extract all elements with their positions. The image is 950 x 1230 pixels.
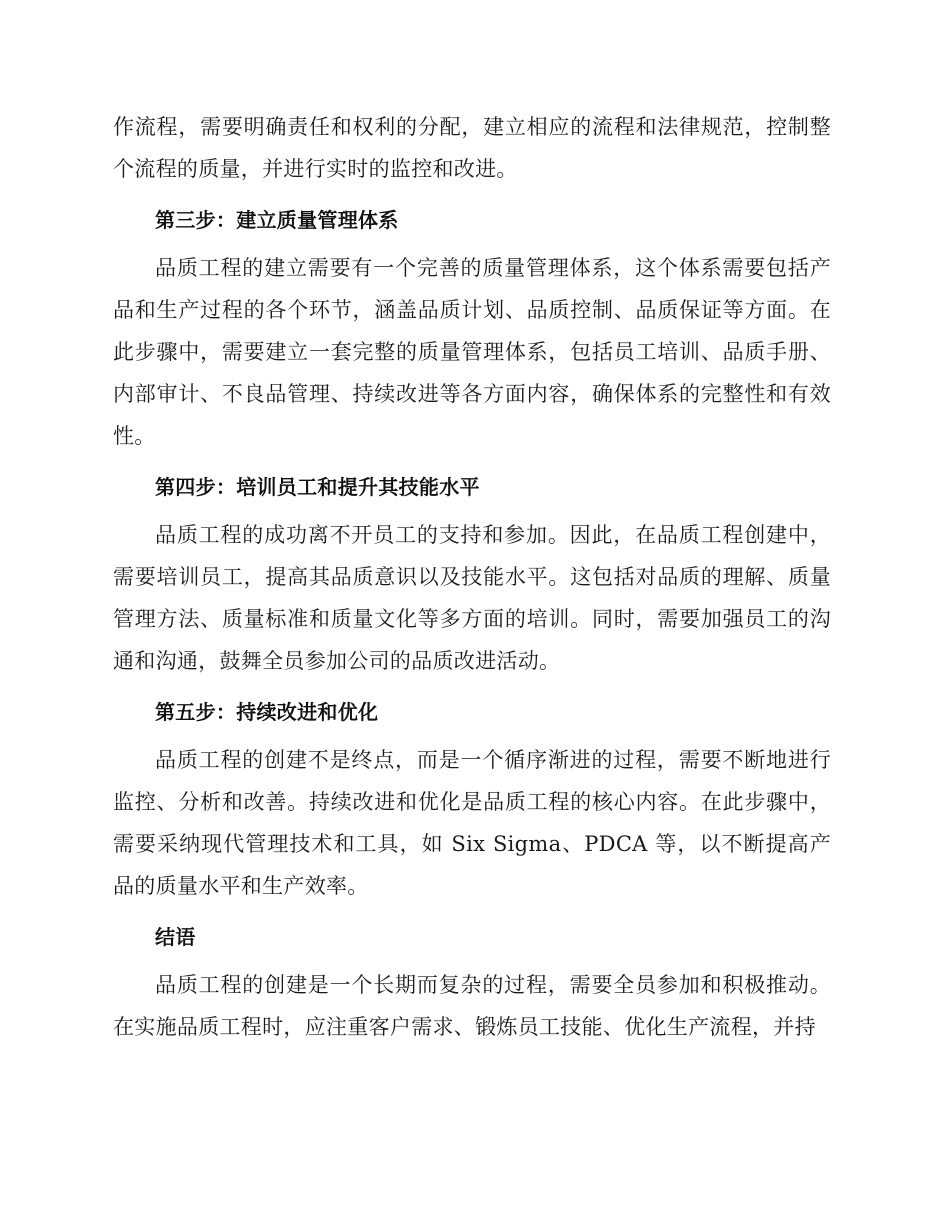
document-body	[113, 106, 831, 1048]
section-paragraph-conclusion: 品质工程的创建是一个长期而复杂的过程，需要全员参加和积极推动。在实施品质工程时，应注重客户需求、锻炼员工技能、优化生产流程，并持	[113, 973, 831, 1039]
section-heading-step-three: 第三步：建立质量管理体系	[155, 208, 399, 232]
continued-paragraph: 作流程，需要明确责任和权利的分配，建立相应的流程和法律规范，控制整个流程的质量，并进行实时的监控和改进。	[113, 115, 831, 181]
section-paragraph-step-three: 品质工程的建立需要有一个完善的质量管理体系，这个体系需要包括产品和生产过程的各个环节，涵盖品质计划、品质控制、品质保证等方面。在此步骤中，需要建立一套完整的质量管理体系，包括员工培训、品质手册、内部审计、不良品管理、持续改进等各方面内容，确保体系的完整性和有效性。	[113, 256, 831, 448]
section-heading-step-five: 第五步：持续改进和优化	[155, 700, 379, 724]
section-heading-step-four: 第四步：培训员工和提升其技能水平	[155, 475, 480, 499]
section-paragraph-step-four: 品质工程的成功离不开员工的支持和参加。因此，在品质工程创建中，需要培训员工，提高其品质意识以及技能水平。这包括对品质的理解、质量管理方法、质量标准和质量文化等多方面的培训。同时，需要加强员工的沟通和沟通，鼓舞全员参加公司的品质改进活动。	[113, 523, 831, 673]
section-paragraph-step-five: 品质工程的创建不是终点，而是一个循序渐进的过程，需要不断地进行监控、分析和改善。持续改进和优化是品质工程的核心内容。在此步骤中，需要采纳现代管理技术和工具，如 Six Sigma、PDCA 等，以不断提高产品的质量水平和生产效率。	[113, 748, 831, 898]
section-heading-conclusion: 结语	[155, 925, 196, 949]
